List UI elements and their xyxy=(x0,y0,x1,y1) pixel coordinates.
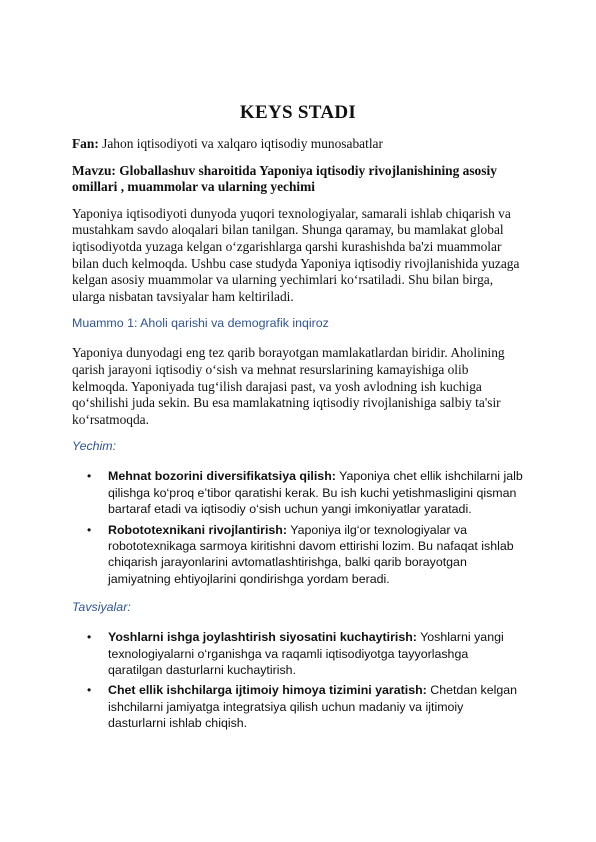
problem-paragraph: Yaponiya dunyodagi eng tez qarib borayotgan mamlakatlardan biridir. Aholining qarish jarayoni iqtisodiy o‘sish va mehnat resurslarining kamayishiga olib kelmoqda. Yaponiyada tug‘ilish darajasi past, va yosh avlodning ish kuchiga qo‘shilishi juda sekin. Bu esa mamlakatning iqtisodiy rivojlanishiga salbiy ta'sir ko‘rsatmoqda. xyxy=(72,345,505,427)
recommendations-list xyxy=(72,629,524,731)
subject-line xyxy=(72,136,524,153)
list-item xyxy=(72,629,524,678)
list-item xyxy=(72,682,524,731)
recommendations-heading: Tavsiyalar: xyxy=(72,600,131,615)
list-item xyxy=(72,522,524,588)
list-item-bold: Robototexnikani rivojlantirish: xyxy=(108,522,287,537)
list-item-text: Yaponiya ilg‘or texnologiyalar va robototexnikaga sarmoya kiritishni davom ettirishi lozim. Bu nafaqat ishlab chiqarish jarayonlarini avtomatlashtirishga, balki qarib borayotgan jamiyatning ehtiyojlarini qondirishga yordam beradi. xyxy=(108,522,514,586)
problem-heading: Muammo 1: Aholi qarishi va demografik inqiroz xyxy=(72,316,329,331)
topic-line xyxy=(72,163,524,196)
bullet-icon: • xyxy=(87,683,92,698)
topic-text: Mavzu: Globallashuv sharoitida Yaponiya iqtisodiy rivojlanishining asosiy omillari , muammolar va ularning yechimi xyxy=(72,162,497,195)
subject-label: Fan: xyxy=(72,136,99,151)
solution-heading: Yechim: xyxy=(72,439,117,454)
bullet-icon: • xyxy=(87,630,92,645)
list-item-text: Chetdan kelgan ishchilarni jamiyatga integratsiya qilish uchun madaniy va ijtimoiy dasturlarni ishlab chiqish. xyxy=(108,683,518,731)
document-title: KEYS STADI xyxy=(239,102,357,123)
list-item-bold: Chet ellik ishchilarga ijtimoiy himoya tizimini yaratish: xyxy=(108,683,427,698)
list-item-bold: Mehnat bozorini diversifikatsiya qilish: xyxy=(108,469,336,484)
list-item xyxy=(72,468,524,517)
intro-paragraph: Yaponiya iqtisodiyoti dunyoda yuqori texnologiyalar, samarali ishlab chiqarish va mustahkam savdo aloqalari bilan tanilgan. Shunga qaramay, bu mamlakat global iqtisodiyotda yuzaga kelgan o‘zgarishlarga qarshi kurashishda ba'zi muammolar bilan duch kelmoqda. Ushbu case studyda Yaponiya iqtisodiy rivojlanishida yuzaga kelgan asosiy muammolar va ularning yechimlari ko‘rsatiladi. Shu bilan birga, ularga nisbatan tavsiyalar ham keltiriladi. xyxy=(72,205,520,304)
list-item-text: Yoshlarni yangi texnologiyalarni o‘rganishga va raqamli iqtisodiyotga tayyorlashga qaratilgan dasturlarni kuchaytirish. xyxy=(108,630,504,677)
bullet-icon: • xyxy=(87,469,92,484)
list-item-bold: Yoshlarni ishga joylashtirish siyosatini kuchaytirish: xyxy=(108,630,417,645)
subject-text: Jahon iqtisodiyoti va xalqaro iqtisodiy munosabatlar xyxy=(98,136,383,151)
bullet-icon: • xyxy=(87,522,92,537)
solution-list xyxy=(72,468,524,587)
list-item-text: Yaponiya chet ellik ishchilarni jalb qilishga ko‘proq e’tibor qaratishi kerak. Bu ish kuchi yetishmasligini qisman bartaraf etadi va iqtisodiy o‘sish uchun yangi imkoniyatlar yaratadi. xyxy=(108,469,523,517)
